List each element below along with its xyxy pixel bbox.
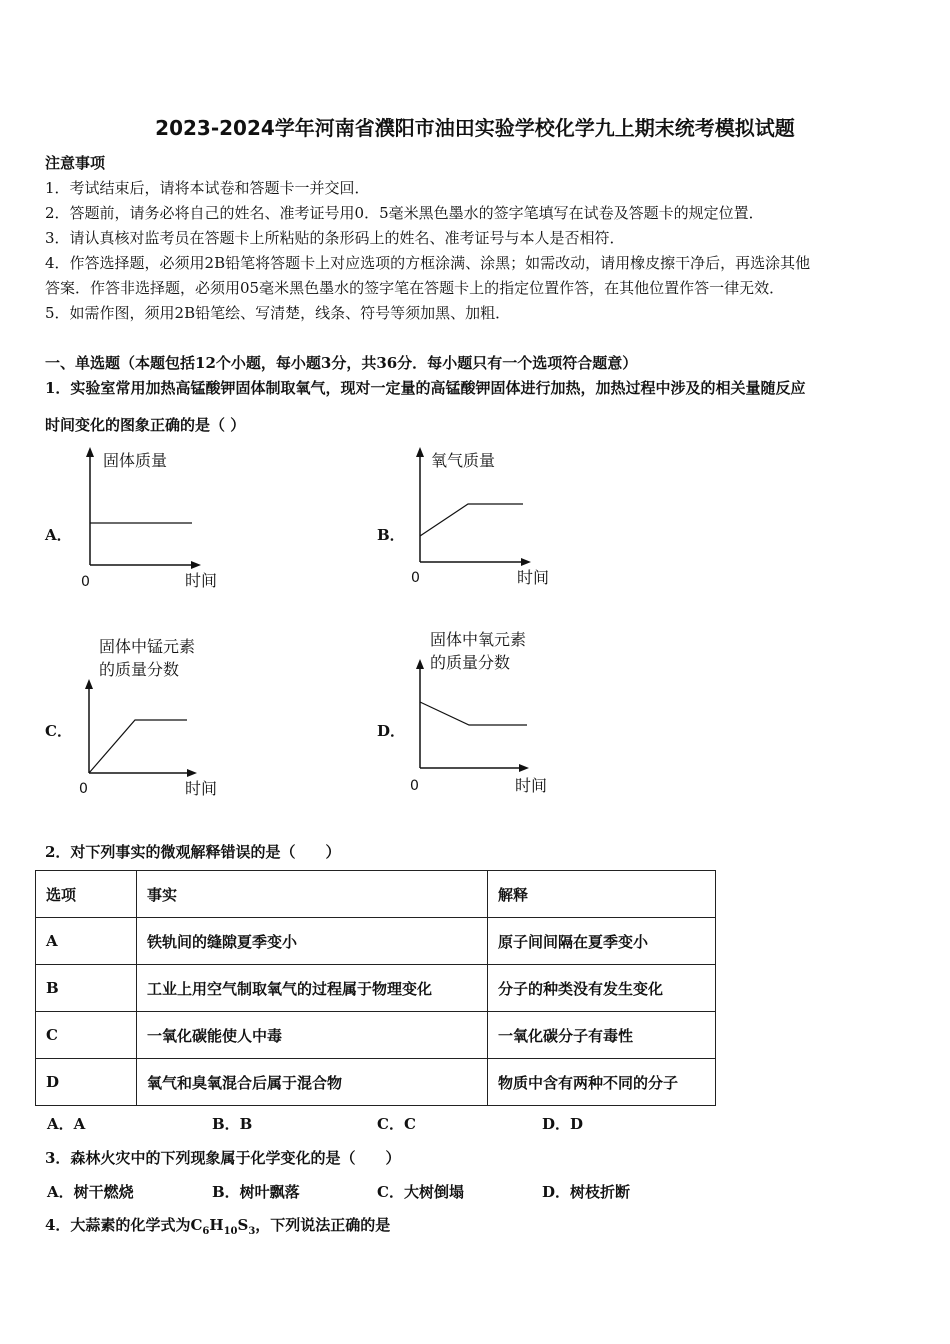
table-row <box>36 1059 716 1106</box>
notice-heading: 注意事项 <box>45 154 106 172</box>
q2-choice-d: D．D <box>542 1115 584 1133</box>
table-header: 选项 <box>36 871 137 918</box>
q1-graph-b <box>405 445 565 595</box>
q3-choice-b: B．树叶飘落 <box>212 1183 300 1201</box>
q1-stem-line1: 1．实验室常用加热高锰酸钾固体制取氧气，现对一定量的高锰酸钾固体进行加热，加热过程中涉及的相关量随反应 <box>45 379 806 397</box>
graph-b-ylabel: 氧气质量 <box>431 451 496 470</box>
table-cell: 一氧化碳分子有毒性 <box>488 1012 716 1059</box>
graph-d-origin: 0 <box>410 778 419 794</box>
table-cell: B <box>36 965 137 1012</box>
graph-a-origin: 0 <box>81 574 90 590</box>
table-row <box>36 918 716 965</box>
q4-stem-prefix: 4．大蒜素的化学式为 <box>45 1216 191 1234</box>
table-cell: 原子间间隔在夏季变小 <box>488 918 716 965</box>
table-header: 解释 <box>488 871 716 918</box>
q2-choice-c: C．C <box>377 1115 416 1133</box>
graph-c-ylabel-1: 固体中锰元素 <box>99 637 196 656</box>
notice-item-5: 5．如需作图，须用2B铅笔绘、写清楚，线条、符号等须加黑、加粗． <box>45 304 511 322</box>
q1-stem-line2: 时间变化的图象正确的是（ ） <box>45 416 246 434</box>
q4-stem-suffix: ，下列说法正确的是 <box>255 1216 391 1234</box>
table-cell: D <box>36 1059 137 1106</box>
table-cell: 铁轨间的缝隙夏季变小 <box>137 918 488 965</box>
q1-graph-d <box>405 625 575 800</box>
q4-stem <box>45 1214 390 1237</box>
graph-b-curve <box>420 504 523 536</box>
graph-d-ylabel-1: 固体中氧元素 <box>430 630 527 649</box>
table-row <box>36 965 716 1012</box>
q1-option-b-label: B． <box>377 526 405 544</box>
q3-stem: 3．森林火灾中的下列现象属于化学变化的是（ ） <box>45 1149 401 1167</box>
notice-item-2: 2．答题前，请务必将自己的姓名、准考证号用0．5毫米黑色墨水的签字笔填写在试卷及答题卡的规定位置． <box>45 204 764 222</box>
section-heading: 一、单选题（本题包括12个小题，每小题3分，共36分．每小题只有一个选项符合题意） <box>45 354 638 372</box>
notice-item-3: 3．请认真核对监考员在答题卡上所粘贴的条形码上的姓名、准考证号与本人是否相符． <box>45 229 625 247</box>
table-cell: 氧气和臭氧混合后属于混合物 <box>137 1059 488 1106</box>
table-cell: 一氧化碳能使人中毒 <box>137 1012 488 1059</box>
table-cell: A <box>36 918 137 965</box>
q3-choice-d: D．树枝折断 <box>542 1183 631 1201</box>
table-cell: 工业上用空气制取氧气的过程属于物理变化 <box>137 965 488 1012</box>
graph-c-origin: 0 <box>79 781 88 797</box>
table-header-row <box>36 871 716 918</box>
q3-choice-a: A．树干燃烧 <box>47 1183 134 1201</box>
graph-a-ylabel: 固体质量 <box>103 451 168 470</box>
graph-d-ylabel-2: 的质量分数 <box>430 653 511 672</box>
q1-graph-a <box>75 445 235 595</box>
notice-item-1: 1．考试结束后，请将本试卷和答题卡一并交回． <box>45 179 370 197</box>
q2-stem: 2．对下列事实的微观解释错误的是（ ） <box>45 843 341 861</box>
q3-choice-c: C．大树倒塌 <box>377 1183 464 1201</box>
q1-option-d-label: D． <box>377 722 406 740</box>
table-cell: 分子的种类没有发生变化 <box>488 965 716 1012</box>
notice-item-4-cont: 答案．作答非选择题，必须用05毫米黑色墨水的签字笔在答题卡上的指定位置作答，在其他位置作答一律无效． <box>45 279 785 297</box>
chemical-formula: $C_6H_{10}S_3$ <box>190 1216 256 1237</box>
graph-b-xlabel: 时间 <box>517 568 550 587</box>
graph-c-xlabel: 时间 <box>185 779 218 798</box>
graph-c-curve <box>89 720 187 773</box>
graph-a-xlabel: 时间 <box>185 571 218 590</box>
q2-table <box>35 870 716 1106</box>
table-header: 事实 <box>137 871 488 918</box>
graph-c-ylabel-2: 的质量分数 <box>99 660 180 679</box>
notice-item-4: 4．作答选择题，必须用2B铅笔将答题卡上对应选项的方框涂满、涂黑；如需改动，请用橡皮擦干净后，再选涂其他 <box>45 254 811 272</box>
table-cell: 物质中含有两种不同的分子 <box>488 1059 716 1106</box>
graph-d-xlabel: 时间 <box>515 776 548 795</box>
graph-d-curve <box>420 702 527 725</box>
page-title: 2023-2024学年河南省濮阳市油田实验学校化学九上期末统考模拟试题 <box>155 116 795 140</box>
q1-graph-c <box>75 630 245 805</box>
q2-choice-a: A．A <box>47 1115 86 1133</box>
table-row <box>36 1012 716 1059</box>
q1-option-a-label: A． <box>45 526 72 544</box>
graph-b-origin: 0 <box>411 570 420 586</box>
table-cell: C <box>36 1012 137 1059</box>
q1-option-c-label: C． <box>45 722 72 740</box>
q2-choice-b: B．B <box>212 1115 253 1133</box>
